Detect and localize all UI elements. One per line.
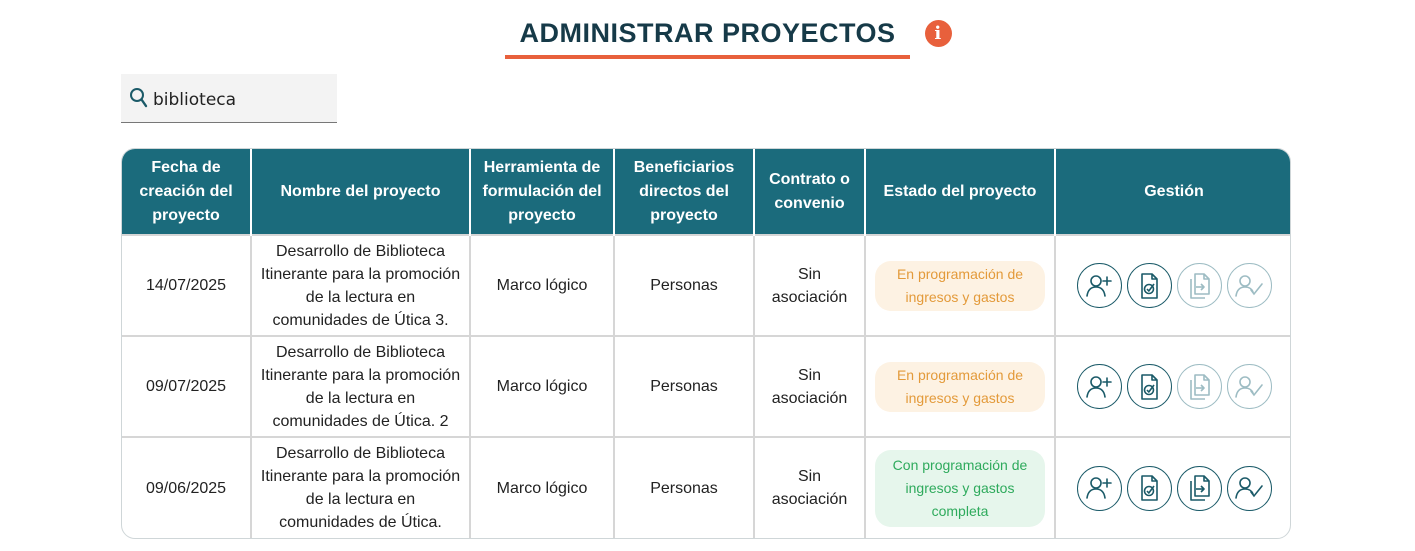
cell-beneficiaries: Personas <box>614 235 754 336</box>
document-transfer-icon <box>1184 372 1214 402</box>
cell-date: 09/07/2025 <box>122 336 251 437</box>
document-transfer-icon <box>1184 473 1214 503</box>
document-check-button[interactable] <box>1127 263 1172 308</box>
user-check-button[interactable] <box>1227 466 1272 511</box>
add-user-button[interactable] <box>1077 466 1122 511</box>
cell-contract: Sin asociación <box>754 336 865 437</box>
col-header-contract[interactable]: Contrato o convenio <box>754 149 865 235</box>
user-check-icon <box>1234 473 1264 503</box>
search-icon <box>129 87 149 109</box>
user-check-icon <box>1234 271 1264 301</box>
page-title <box>505 18 942 59</box>
cell-actions <box>1055 437 1291 538</box>
info-icon[interactable]: i <box>925 20 952 47</box>
document-check-icon <box>1134 372 1164 402</box>
status-badge: Con programación de ingresos y gastos completa <box>875 450 1045 527</box>
cell-project-name: Desarrollo de Biblioteca Itinerante para la promoción de la lectura en comunidades de Útica 3. <box>251 235 470 336</box>
row-actions <box>1064 263 1284 308</box>
add-user-button[interactable] <box>1077 263 1122 308</box>
document-check-button[interactable] <box>1127 364 1172 409</box>
add-user-icon <box>1084 271 1114 301</box>
table-row <box>122 437 1291 538</box>
document-transfer-button[interactable] <box>1177 263 1222 308</box>
document-transfer-button[interactable] <box>1177 466 1222 511</box>
col-header-date[interactable]: Fecha de creación del proyecto <box>122 149 251 235</box>
document-transfer-icon <box>1184 271 1214 301</box>
user-check-button[interactable] <box>1227 364 1272 409</box>
add-user-button[interactable] <box>1077 364 1122 409</box>
cell-contract: Sin asociación <box>754 437 865 538</box>
document-check-button[interactable] <box>1127 466 1172 511</box>
col-header-beneficiaries[interactable]: Beneficiarios directos del proyecto <box>614 149 754 235</box>
user-check-button[interactable] <box>1227 263 1272 308</box>
page-title-text: ADMINISTRAR PROYECTOS <box>519 18 896 48</box>
table-row <box>122 336 1291 437</box>
cell-actions <box>1055 336 1291 437</box>
document-transfer-button[interactable] <box>1177 364 1222 409</box>
row-actions <box>1064 466 1284 511</box>
table-header-row <box>122 149 1291 235</box>
status-badge: En programación de ingresos y gastos <box>875 362 1045 412</box>
search-input[interactable] <box>153 90 323 110</box>
add-user-icon <box>1084 473 1114 503</box>
search-box[interactable] <box>121 74 337 123</box>
status-badge: En programación de ingresos y gastos <box>875 261 1045 311</box>
cell-tool: Marco lógico <box>470 437 614 538</box>
cell-project-name: Desarrollo de Biblioteca Itinerante para la promoción de la lectura en comunidades de Útica. 2 <box>251 336 470 437</box>
document-check-icon <box>1134 271 1164 301</box>
cell-project-name: Desarrollo de Biblioteca Itinerante para la promoción de la lectura en comunidades de Útica. <box>251 437 470 538</box>
cell-tool: Marco lógico <box>470 235 614 336</box>
table-row <box>122 235 1291 336</box>
cell-date: 14/07/2025 <box>122 235 251 336</box>
cell-tool: Marco lógico <box>470 336 614 437</box>
cell-beneficiaries: Personas <box>614 437 754 538</box>
col-header-actions: Gestión <box>1055 149 1291 235</box>
cell-status <box>865 437 1055 538</box>
col-header-tool[interactable]: Herramienta de formulación del proyecto <box>470 149 614 235</box>
cell-status <box>865 235 1055 336</box>
add-user-icon <box>1084 372 1114 402</box>
row-actions <box>1064 364 1284 409</box>
cell-beneficiaries: Personas <box>614 336 754 437</box>
page-header <box>0 18 1415 59</box>
cell-date: 09/06/2025 <box>122 437 251 538</box>
col-header-status[interactable]: Estado del proyecto <box>865 149 1055 235</box>
projects-table <box>121 148 1291 539</box>
document-check-icon <box>1134 473 1164 503</box>
cell-contract: Sin asociación <box>754 235 865 336</box>
cell-actions <box>1055 235 1291 336</box>
user-check-icon <box>1234 372 1264 402</box>
col-header-name[interactable]: Nombre del proyecto <box>251 149 470 235</box>
cell-status <box>865 336 1055 437</box>
